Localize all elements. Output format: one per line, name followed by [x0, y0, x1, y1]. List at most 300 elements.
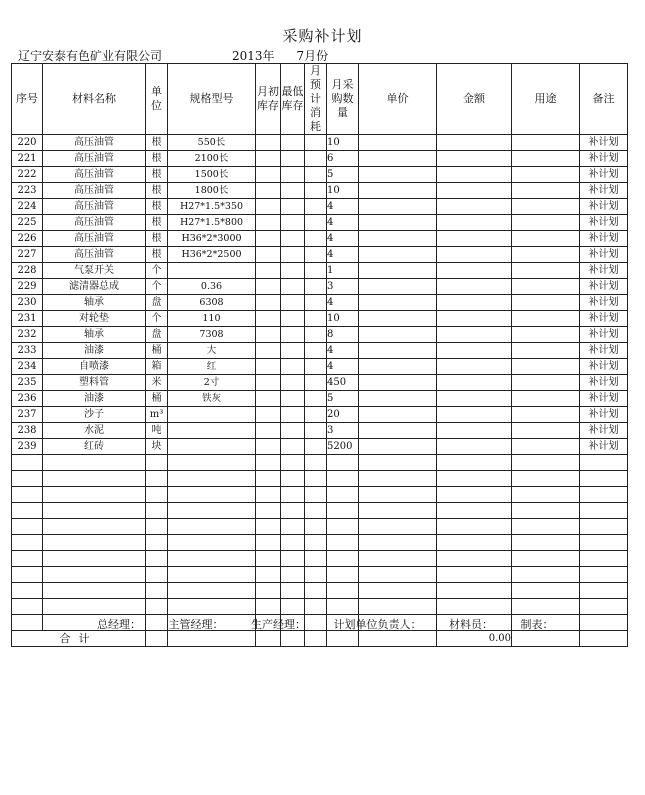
cell-spec: 7308: [168, 327, 256, 343]
cell-min-stock: [281, 295, 305, 311]
cell-opening-stock: [256, 311, 281, 327]
cell-min-stock: [281, 343, 305, 359]
cell-no: 227: [12, 247, 43, 263]
cell-min-stock: [281, 231, 305, 247]
cell-min-stock: [281, 167, 305, 183]
total-cell-unit: [146, 631, 168, 647]
signature-material-clerk: 材料员：: [449, 618, 493, 631]
empty-cell: [437, 503, 512, 519]
header-expected-consumption: 月预计消耗: [305, 64, 327, 135]
cell-purchase-qty: 20: [327, 407, 359, 423]
empty-cell: [437, 535, 512, 551]
cell-unit-price: [359, 263, 437, 279]
cell-no: 229: [12, 279, 43, 295]
empty-cell: [168, 455, 256, 471]
empty-cell: [305, 519, 327, 535]
total-cell-spec: [168, 631, 256, 647]
header-remark: 备注: [580, 64, 628, 135]
cell-min-stock: [281, 199, 305, 215]
total-cell-price: [359, 631, 437, 647]
empty-cell: [359, 519, 437, 535]
empty-cell: [256, 519, 281, 535]
cell-spec: [168, 423, 256, 439]
empty-cell: [327, 551, 359, 567]
cell-expected-consumption: [305, 279, 327, 295]
empty-cell: [43, 535, 146, 551]
empty-cell: [305, 567, 327, 583]
empty-cell: [437, 551, 512, 567]
cell-remark: 补计划: [580, 295, 628, 311]
cell-opening-stock: [256, 135, 281, 151]
table-row: [12, 215, 628, 231]
empty-row: [12, 551, 628, 567]
signature-supervising-manager: 主管经理：: [168, 618, 224, 631]
cell-remark: 补计划: [580, 423, 628, 439]
cell-no: 234: [12, 359, 43, 375]
header-purchase-qty: 月采购数量: [327, 64, 359, 135]
cell-amount: [437, 231, 512, 247]
cell-unit: 米: [146, 375, 168, 391]
empty-cell: [146, 551, 168, 567]
empty-cell: [281, 471, 305, 487]
cell-spec: [168, 263, 256, 279]
cell-amount: [437, 167, 512, 183]
cell-remark: 补计划: [580, 279, 628, 295]
cell-remark: 补计划: [580, 199, 628, 215]
cell-min-stock: [281, 311, 305, 327]
cell-no: 223: [12, 183, 43, 199]
cell-material-name: 高压油管: [43, 151, 146, 167]
signature-production-manager: 生产经理：: [251, 618, 306, 631]
cell-opening-stock: [256, 439, 281, 455]
empty-cell: [12, 471, 43, 487]
table-row: [12, 135, 628, 151]
cell-min-stock: [281, 439, 305, 455]
cell-amount: [437, 327, 512, 343]
cell-amount: [437, 295, 512, 311]
empty-cell: [43, 471, 146, 487]
cell-min-stock: [281, 215, 305, 231]
empty-cell: [305, 583, 327, 599]
empty-cell: [512, 535, 580, 551]
cell-purchase-qty: 10: [327, 135, 359, 151]
empty-cell: [437, 519, 512, 535]
total-amount: 0.00: [437, 631, 512, 647]
cell-purchase-qty: 4: [327, 215, 359, 231]
cell-remark: 补计划: [580, 215, 628, 231]
table-row: [12, 247, 628, 263]
cell-unit-price: [359, 279, 437, 295]
cell-expected-consumption: [305, 231, 327, 247]
empty-cell: [256, 503, 281, 519]
cell-amount: [437, 423, 512, 439]
cell-unit-price: [359, 343, 437, 359]
document-title: 采购补计划: [282, 27, 363, 45]
cell-purchase-qty: 1: [327, 263, 359, 279]
empty-cell: [512, 487, 580, 503]
empty-cell: [580, 503, 628, 519]
empty-cell: [305, 455, 327, 471]
cell-material-name: 高压油管: [43, 183, 146, 199]
cell-material-name: 水泥: [43, 423, 146, 439]
cell-unit-price: [359, 391, 437, 407]
cell-purchase-qty: 5200: [327, 439, 359, 455]
cell-remark: 补计划: [580, 359, 628, 375]
empty-cell: [437, 583, 512, 599]
empty-cell: [256, 471, 281, 487]
plan-month: 7月份: [296, 49, 329, 63]
cell-spec: 铁灰: [168, 391, 256, 407]
empty-cell: [359, 599, 437, 615]
empty-cell: [281, 455, 305, 471]
empty-cell: [146, 583, 168, 599]
header-material-name: 材料名称: [43, 64, 146, 135]
cell-material-name: 自喷漆: [43, 359, 146, 375]
total-cell-qty: [327, 631, 359, 647]
empty-cell: [512, 519, 580, 535]
table-row: [12, 311, 628, 327]
empty-cell: [327, 487, 359, 503]
empty-cell: [146, 567, 168, 583]
cell-purpose: [512, 263, 580, 279]
empty-cell: [12, 455, 43, 471]
total-row: [12, 631, 628, 647]
cell-unit: 根: [146, 199, 168, 215]
empty-cell: [281, 535, 305, 551]
empty-cell: [43, 551, 146, 567]
cell-amount: [437, 263, 512, 279]
total-cell-opening: [256, 631, 281, 647]
cell-opening-stock: [256, 375, 281, 391]
empty-cell: [359, 503, 437, 519]
empty-row: [12, 535, 628, 551]
cell-unit-price: [359, 375, 437, 391]
cell-remark: 补计划: [580, 167, 628, 183]
cell-opening-stock: [256, 247, 281, 263]
empty-cell: [305, 487, 327, 503]
cell-opening-stock: [256, 295, 281, 311]
empty-cell: [146, 503, 168, 519]
cell-amount: [437, 407, 512, 423]
cell-purchase-qty: 4: [327, 247, 359, 263]
plan-year: 2013年: [232, 49, 275, 63]
empty-cell: [168, 519, 256, 535]
header-no: 序号: [12, 64, 43, 135]
cell-purpose: [512, 311, 580, 327]
cell-unit: 根: [146, 247, 168, 263]
signature-tabulator: 制表：: [520, 618, 554, 631]
cell-material-name: 油漆: [43, 391, 146, 407]
cell-unit: 个: [146, 263, 168, 279]
empty-cell: [281, 503, 305, 519]
empty-cell: [359, 455, 437, 471]
cell-expected-consumption: [305, 295, 327, 311]
empty-cell: [43, 487, 146, 503]
cell-expected-consumption: [305, 247, 327, 263]
cell-unit: 盘: [146, 327, 168, 343]
empty-cell: [12, 583, 43, 599]
cell-purpose: [512, 167, 580, 183]
cell-purpose: [512, 343, 580, 359]
empty-cell: [256, 583, 281, 599]
empty-cell: [359, 567, 437, 583]
empty-cell: [437, 567, 512, 583]
cell-unit: 桶: [146, 343, 168, 359]
cell-expected-consumption: [305, 183, 327, 199]
empty-cell: [12, 487, 43, 503]
empty-cell: [359, 471, 437, 487]
cell-unit-price: [359, 407, 437, 423]
empty-cell: [437, 599, 512, 615]
cell-amount: [437, 375, 512, 391]
cell-no: 224: [12, 199, 43, 215]
cell-remark: 补计划: [580, 263, 628, 279]
table-row: [12, 199, 628, 215]
cell-amount: [437, 247, 512, 263]
cell-opening-stock: [256, 343, 281, 359]
cell-spec: H36*2*3000: [168, 231, 256, 247]
cell-purchase-qty: 450: [327, 375, 359, 391]
total-label: 合计: [12, 631, 146, 647]
empty-row: [12, 599, 628, 615]
cell-expected-consumption: [305, 407, 327, 423]
empty-cell: [12, 599, 43, 615]
cell-purchase-qty: 5: [327, 391, 359, 407]
cell-remark: 补计划: [580, 343, 628, 359]
cell-remark: 补计划: [580, 231, 628, 247]
cell-purchase-qty: 4: [327, 231, 359, 247]
empty-cell: [327, 599, 359, 615]
total-cell-min: [281, 631, 305, 647]
total-cell-remark: [580, 631, 628, 647]
cell-unit: 个: [146, 279, 168, 295]
table-row: [12, 343, 628, 359]
header-opening-stock: 月初库存: [256, 64, 281, 135]
cell-remark: 补计划: [580, 375, 628, 391]
header-spec: 规格型号: [168, 64, 256, 135]
cell-purpose: [512, 247, 580, 263]
company-name: 辽宁安泰有色矿业有限公司: [18, 49, 163, 63]
empty-row: [12, 455, 628, 471]
empty-cell: [327, 503, 359, 519]
empty-cell: [359, 551, 437, 567]
empty-cell: [580, 519, 628, 535]
table-row: [12, 167, 628, 183]
cell-amount: [437, 183, 512, 199]
cell-opening-stock: [256, 151, 281, 167]
empty-cell: [580, 567, 628, 583]
cell-unit-price: [359, 311, 437, 327]
empty-cell: [512, 455, 580, 471]
cell-expected-consumption: [305, 263, 327, 279]
cell-unit: 块: [146, 439, 168, 455]
cell-min-stock: [281, 279, 305, 295]
cell-purchase-qty: 8: [327, 327, 359, 343]
cell-material-name: 高压油管: [43, 247, 146, 263]
cell-unit: 箱: [146, 359, 168, 375]
cell-spec: 550长: [168, 135, 256, 151]
cell-no: 225: [12, 215, 43, 231]
cell-unit: m³: [146, 407, 168, 423]
empty-cell: [146, 519, 168, 535]
empty-cell: [12, 615, 43, 631]
cell-purchase-qty: 10: [327, 311, 359, 327]
cell-material-name: 油漆: [43, 343, 146, 359]
cell-expected-consumption: [305, 391, 327, 407]
cell-remark: 补计划: [580, 135, 628, 151]
cell-unit: 根: [146, 135, 168, 151]
empty-cell: [12, 519, 43, 535]
total-cell-consumption: [305, 631, 327, 647]
cell-unit: 根: [146, 215, 168, 231]
empty-cell: [437, 471, 512, 487]
cell-purchase-qty: 6: [327, 151, 359, 167]
cell-unit-price: [359, 135, 437, 151]
cell-spec: 红: [168, 359, 256, 375]
cell-purpose: [512, 327, 580, 343]
empty-cell: [437, 455, 512, 471]
header-unit: 单位: [146, 64, 168, 135]
cell-unit: 吨: [146, 423, 168, 439]
header-min-stock: 最低库存: [281, 64, 305, 135]
cell-unit-price: [359, 183, 437, 199]
cell-no: 220: [12, 135, 43, 151]
cell-min-stock: [281, 423, 305, 439]
empty-row: [12, 583, 628, 599]
empty-cell: [305, 535, 327, 551]
empty-cell: [281, 599, 305, 615]
cell-purpose: [512, 423, 580, 439]
cell-unit-price: [359, 151, 437, 167]
cell-unit-price: [359, 199, 437, 215]
header-row: [12, 64, 628, 135]
table-row: [12, 183, 628, 199]
empty-cell: [146, 599, 168, 615]
cell-no: 222: [12, 167, 43, 183]
cell-purpose: [512, 375, 580, 391]
empty-cell: [580, 455, 628, 471]
cell-expected-consumption: [305, 359, 327, 375]
empty-cell: [256, 487, 281, 503]
empty-cell: [168, 567, 256, 583]
cell-unit: 根: [146, 231, 168, 247]
cell-material-name: 对轮垫: [43, 311, 146, 327]
cell-amount: [437, 215, 512, 231]
cell-no: 235: [12, 375, 43, 391]
empty-cell: [146, 471, 168, 487]
empty-cell: [359, 535, 437, 551]
cell-expected-consumption: [305, 375, 327, 391]
table-row: [12, 391, 628, 407]
empty-cell: [256, 551, 281, 567]
cell-opening-stock: [256, 199, 281, 215]
empty-cell: [168, 599, 256, 615]
cell-unit: 根: [146, 151, 168, 167]
empty-cell: [256, 599, 281, 615]
cell-purpose: [512, 407, 580, 423]
cell-opening-stock: [256, 407, 281, 423]
table-row: [12, 295, 628, 311]
cell-spec: 1800长: [168, 183, 256, 199]
empty-cell: [305, 471, 327, 487]
cell-spec: [168, 407, 256, 423]
cell-spec: 6308: [168, 295, 256, 311]
cell-material-name: 高压油管: [43, 199, 146, 215]
empty-row: [12, 503, 628, 519]
empty-cell: [580, 471, 628, 487]
empty-cell: [580, 599, 628, 615]
cell-no: 226: [12, 231, 43, 247]
empty-cell: [281, 551, 305, 567]
cell-material-name: 高压油管: [43, 215, 146, 231]
cell-expected-consumption: [305, 135, 327, 151]
cell-unit: 根: [146, 167, 168, 183]
empty-cell: [146, 487, 168, 503]
cell-spec: 110: [168, 311, 256, 327]
cell-min-stock: [281, 407, 305, 423]
cell-purchase-qty: 5: [327, 167, 359, 183]
cell-purpose: [512, 295, 580, 311]
cell-remark: 补计划: [580, 391, 628, 407]
plan-period: [232, 47, 328, 64]
cell-unit-price: [359, 215, 437, 231]
cell-purchase-qty: 3: [327, 279, 359, 295]
empty-cell: [305, 503, 327, 519]
cell-unit-price: [359, 295, 437, 311]
empty-cell: [168, 535, 256, 551]
empty-cell: [256, 455, 281, 471]
cell-expected-consumption: [305, 327, 327, 343]
empty-cell: [168, 471, 256, 487]
empty-cell: [281, 519, 305, 535]
cell-no: 237: [12, 407, 43, 423]
empty-cell: [281, 583, 305, 599]
cell-amount: [437, 391, 512, 407]
cell-min-stock: [281, 247, 305, 263]
empty-cell: [256, 567, 281, 583]
cell-opening-stock: [256, 231, 281, 247]
cell-purchase-qty: 4: [327, 343, 359, 359]
cell-purpose: [512, 183, 580, 199]
cell-material-name: 高压油管: [43, 135, 146, 151]
cell-expected-consumption: [305, 215, 327, 231]
empty-cell: [281, 487, 305, 503]
cell-spec: 大: [168, 343, 256, 359]
empty-cell: [512, 503, 580, 519]
cell-no: 230: [12, 295, 43, 311]
cell-unit: 盘: [146, 295, 168, 311]
cell-remark: 补计划: [580, 311, 628, 327]
empty-cell: [327, 455, 359, 471]
signature-line: [97, 616, 578, 632]
cell-no: 228: [12, 263, 43, 279]
table-row: [12, 327, 628, 343]
cell-expected-consumption: [305, 311, 327, 327]
cell-expected-consumption: [305, 167, 327, 183]
empty-cell: [146, 535, 168, 551]
table-row: [12, 279, 628, 295]
cell-purchase-qty: 4: [327, 295, 359, 311]
header-purpose: 用途: [512, 64, 580, 135]
cell-no: 236: [12, 391, 43, 407]
empty-cell: [580, 615, 628, 631]
cell-no: 221: [12, 151, 43, 167]
cell-amount: [437, 135, 512, 151]
cell-amount: [437, 279, 512, 295]
cell-purpose: [512, 135, 580, 151]
cell-min-stock: [281, 135, 305, 151]
empty-cell: [305, 599, 327, 615]
